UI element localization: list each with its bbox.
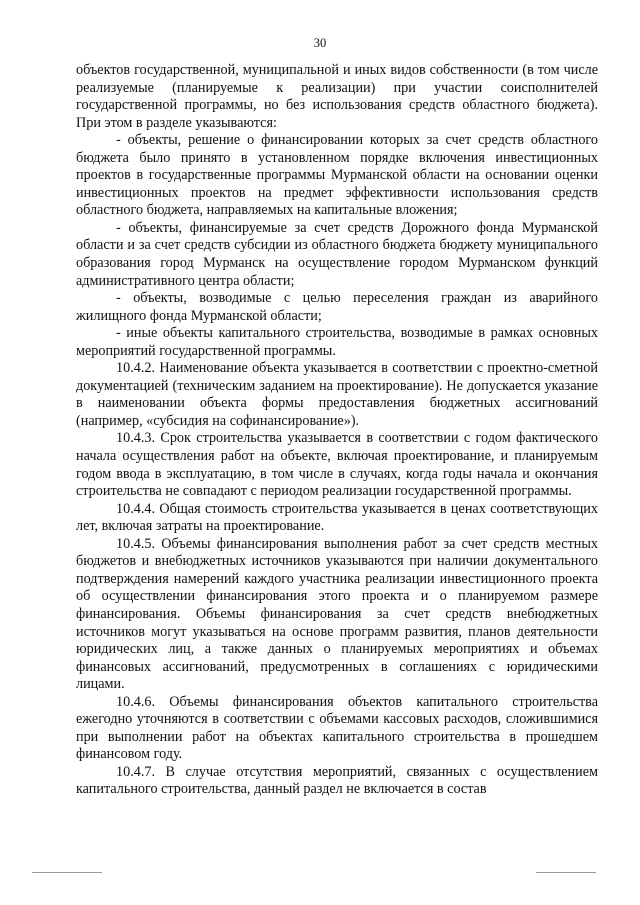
paragraph-10-4-2: 10.4.2. Наименование объекта указывается в соответствии с проектно-сметной документацией (техническим заданием на проектирование). Не допускается указание в наименовании объекта формы предоставления бюджетных ассигнований (например, «субсидия на софинансирование»).	[76, 360, 598, 429]
paragraph-10-4-6: 10.4.6. Объемы финансирования объектов капитального строительства ежегодно уточняются в соответствии с объемами кассовых расходов, сложившимися при выполнении работ на объектах капитального строительства в прошедшем финансовом году.	[76, 693, 598, 763]
document-body	[76, 62, 598, 799]
paragraph-list-item-resettlement: - объекты, возводимые с целью переселения граждан из аварийного жилищного фонда Мурманской области;	[76, 290, 598, 324]
paragraph-objects-intro: объектов государственной, муниципальной и иных видов собственности (в том числе реализуемые (планируемые к реализации) при участии соисполнителей государственной программы, но без использования средств областного бюджета). При этом в разделе указываются:	[76, 62, 598, 131]
paragraph-10-4-3: 10.4.3. Срок строительства указывается в соответствии с годом фактического начала осуществления работ на объекте, включая проектирование, и планируемым годом ввода в эксплуатацию, в том числе в случаях, когда годы начала и окончания строительства не совпадают с периодом реализации государственной программы.	[76, 430, 598, 500]
page-number: 30	[313, 36, 327, 50]
paragraph-10-4-7: 10.4.7. В случае отсутствия мероприятий, связанных с осуществлением капитального строительства, данный раздел не включается в состав	[76, 763, 598, 798]
paragraph-list-item-financing-decision: - объекты, решение о финансировании которых за счет средств областного бюджета было принято в установленном порядке включения инвестиционных проектов в государственные программы Мурманской области на основании оценки инвестиционных проектов на предмет эффективности использования средств областного бюджета, направляемых на капитальные вложения;	[76, 132, 598, 219]
footer-divider-right	[536, 872, 596, 873]
paragraph-list-item-other-objects: - иные объекты капитального строительства, возводимые в рамках основных мероприятий государственной программы.	[76, 325, 598, 359]
paragraph-list-item-road-fund: - объекты, финансируемые за счет средств Дорожного фонда Мурманской области и за счет средств субсидии из областного бюджета бюджету муниципального образования город Мурманск на осуществление городом Мурманском функций административного центра области;	[76, 219, 598, 289]
paragraph-10-4-4: 10.4.4. Общая стоимость строительства указывается в ценах соответствующих лет, включая затраты на проектирование.	[76, 500, 598, 535]
footer-divider-left	[32, 872, 102, 873]
paragraph-10-4-5: 10.4.5. Объемы финансирования выполнения работ за счет средств местных бюджетов и внебюджетных источников указываются при наличии документального подтверждения намерений каждого участника реализации инвестиционного проекта об осуществлении финансирования этого проекта и о планируемом размере финансирования. Объемы финансирования за счет средств внебюджетных источников могут указываться на основе программ развития, планов деятельности юридических лиц, а также данных о планируемых мероприятиях и объемах финансовых ассигнований, предусмотренных в соглашениях с юридическими лицами.	[76, 535, 598, 693]
